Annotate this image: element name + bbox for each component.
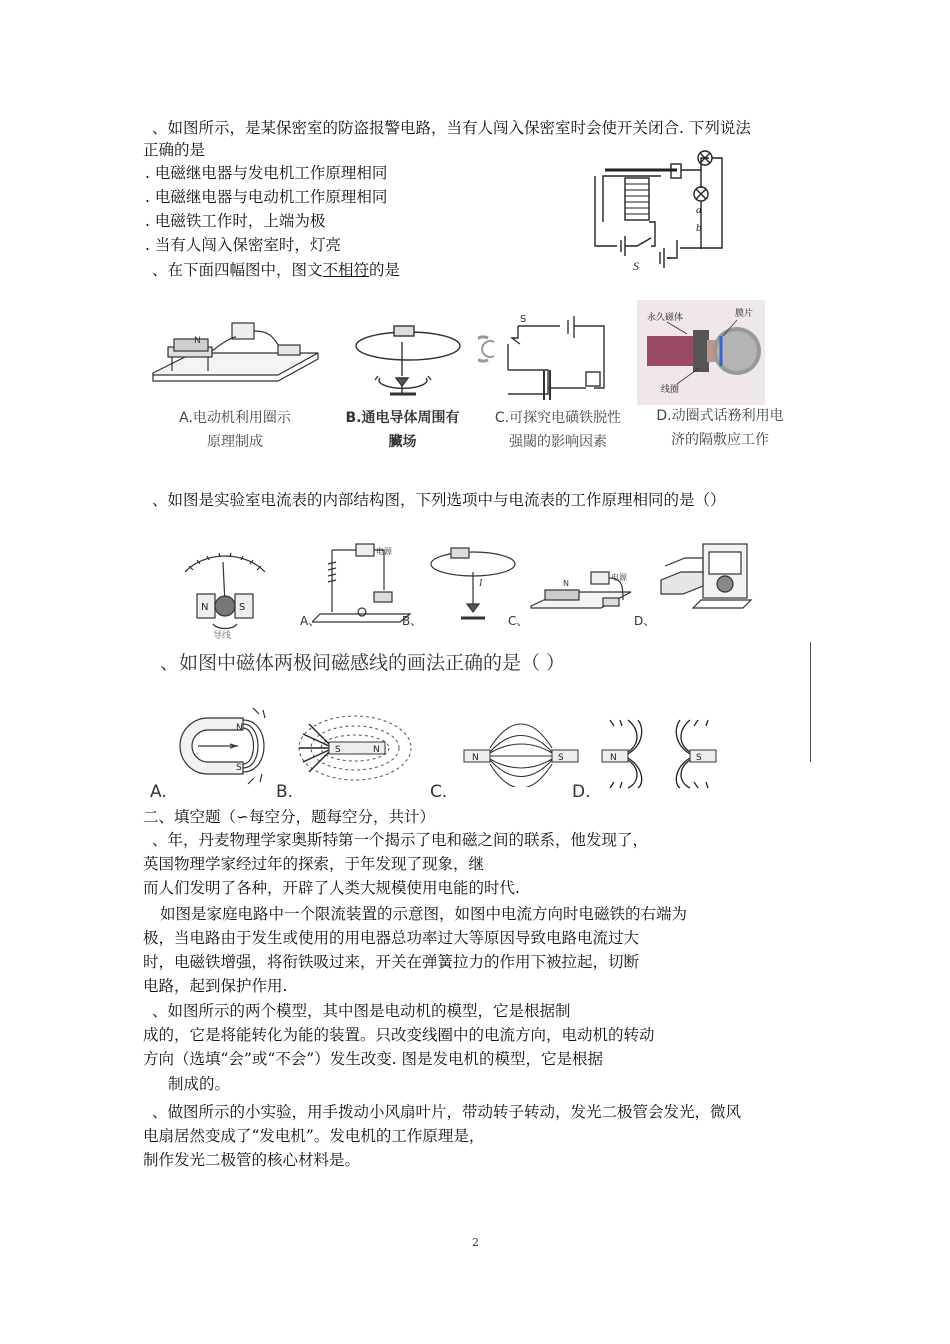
q3-option-a-figure xyxy=(312,540,412,625)
q4-label-b: B. xyxy=(276,782,294,802)
q2-caption-a xyxy=(160,406,310,454)
q3-fig-a-label-power: 电源 xyxy=(376,547,392,556)
s2-p4-line1: 、做图所示的小实验，用手拨动小风扇叶片，带动转子转动，发光二极管会发光，微风 xyxy=(152,1103,742,1121)
q4-label-a: A. xyxy=(150,782,167,802)
q4-label-c: C. xyxy=(430,782,448,802)
q2-stem xyxy=(152,259,400,281)
q4-option-d-opposite-poles xyxy=(600,718,718,790)
q3-label-b: B、 xyxy=(402,614,423,628)
q1-fig-label-s: S xyxy=(633,259,639,273)
s2-p1-line1: 、年，丹麦物理学家奥斯特第一个揭示了电和磁之间的联系，他发现了， xyxy=(152,831,649,849)
q3-label-c: C、 xyxy=(508,614,529,628)
q2-stem-before: 、在下面四幅图中，图文 xyxy=(152,261,323,279)
q2-caption-b-line1: B.通电导体周围有 xyxy=(345,410,460,426)
s2-p3-line4: 制成的。 xyxy=(168,1075,231,1093)
q3-fig-c-label-power: 电源 xyxy=(611,573,627,582)
q3-ammeter-structure-figure xyxy=(175,540,275,640)
q2-caption-a-line2: 原理制成 xyxy=(207,434,263,450)
q1-option-a: . 电磁继电器与发电机工作原理相同 xyxy=(145,164,388,182)
q2-caption-b xyxy=(335,406,470,454)
q2-caption-c-line1: C.可探究电磺铁脱性 xyxy=(494,410,622,426)
q1-option-c: . 电磁铁工作时，上端为极 xyxy=(145,212,326,230)
q2-caption-a-line1: A.电动机利用圈示 xyxy=(179,410,291,426)
q4-option-c-opposite-poles xyxy=(462,722,580,787)
q1-alarm-circuit-figure xyxy=(585,148,730,273)
q3-fig-label-n: N xyxy=(201,602,209,613)
q2-figure-b-conductor-field-illustration xyxy=(348,318,473,408)
s2-p1-line2: 英国物理学家经过年的探索，于年发现了现象，继 xyxy=(143,855,485,873)
q3-label-a: A、 xyxy=(300,614,321,628)
s2-p3-line1: 、如图所示的两个模型，其中图是电动机的模型，它是根据制 xyxy=(152,1002,571,1020)
q4-label-d: D. xyxy=(572,782,591,802)
q4-fig-d-label-n: N xyxy=(610,753,617,763)
q4-fig-d-label-s: S xyxy=(696,753,702,763)
q4-option-a-horseshoe-magnet xyxy=(168,700,278,790)
q4-fig-c-label-s: S xyxy=(558,753,564,763)
q4-fig-b-label-s: S xyxy=(335,745,341,755)
s2-p4-line3: 制作发光二极管的核心材料是。 xyxy=(143,1151,361,1169)
q2-caption-c-line2: 强閾的影响因素 xyxy=(509,434,607,450)
q1-option-b: . 电磁继电器与电动机工作原理相同 xyxy=(145,188,388,206)
q1-fig-label-b: b xyxy=(696,222,702,234)
q3-option-b-figure xyxy=(425,542,525,622)
page-number: 2 xyxy=(472,1236,479,1249)
q4-fig-c-label-n: N xyxy=(472,753,479,763)
q1-option-d: . 当有人闯入保密室时，灯亮 xyxy=(145,236,341,254)
s2-p3-line3: 方向（选填“会”或“不会”）发生改变. 图是发电机的模型，它是根据 xyxy=(143,1050,604,1068)
q2-figure-a-motor-illustration xyxy=(148,315,323,400)
q4-fig-b-label-n: N xyxy=(373,745,380,755)
q3-stem: 、如图是实验室电流表的内部结构图，下列选项中与电流表的工作原理相同的是（） xyxy=(152,491,726,509)
q4-option-b-bar-magnet xyxy=(295,712,415,787)
q2-caption-d-line2: 济的隔敷应工作 xyxy=(671,432,769,448)
q2-fig-a-label-n: N xyxy=(194,336,201,346)
q3-label-d: D、 xyxy=(634,614,656,628)
q2-stem-after: 的是 xyxy=(369,261,401,279)
q3-option-c-figure xyxy=(527,566,632,626)
s2-p3-line2: 成的，它是将能转化为能的装置。只改变线圈中的电流方向，电动机的转动 xyxy=(143,1026,655,1044)
q2-figure-d-microphone-illustration xyxy=(637,300,765,405)
q2-caption-c xyxy=(478,406,638,454)
s2-p1-line3: 而人们发明了各种，开辟了人类大规模使用电能的时代. xyxy=(143,879,520,897)
s2-p4-line2: 电扇居然变成了“发电机”。发电机的工作原理是， xyxy=(143,1127,485,1145)
q3-fig-label-wire: 导线 xyxy=(213,631,232,640)
q1-fig-label-a: a xyxy=(696,204,702,216)
q1-stem-line2: 正确的是 xyxy=(143,141,206,159)
s2-p2-line4: 电路，起到保护作用. xyxy=(143,977,288,995)
q4-fig-a-label-n: N xyxy=(236,723,243,733)
q2-stem-underlined: 不相符 xyxy=(322,261,370,279)
q2-fig-d-label-coil: 线圈 xyxy=(661,385,680,395)
q2-caption-d xyxy=(640,404,800,452)
q2-figure-c-electromagnet-circuit xyxy=(478,310,623,405)
s2-p2-line1: 如图是家庭电路中一个限流装置的示意图，如图中电流方向时电磁铁的右端为 xyxy=(160,905,688,923)
q2-fig-d-label-film: 膜片 xyxy=(735,309,754,319)
q3-fig-b-label-i: I xyxy=(479,578,483,589)
q2-fig-c-label-s: S xyxy=(520,314,527,325)
q4-stem: 、如图中磁体两极间磁感线的画法正确的是（ ） xyxy=(160,652,566,674)
q1-stem-line1: 、如图所示，是某保密室的防盗报警电路，当有人闯入保密室时会使开关闭合. 下列说法 xyxy=(152,119,751,137)
s2-p2-line2: 极，当电路由于发生或使用的用电器总功率过大等原因导致电路电流过大 xyxy=(143,929,640,947)
q2-fig-d-label-magnet: 永久磁体 xyxy=(647,313,684,323)
q2-caption-b-line2: 臟场 xyxy=(388,434,417,450)
q4-fig-a-label-s: S xyxy=(236,763,242,773)
q3-option-d-figure xyxy=(655,540,765,620)
q3-fig-c-label-n: N xyxy=(563,579,569,588)
q3-fig-label-s: S xyxy=(239,602,246,613)
section2-heading: 二、填空题（∽每空分，题每空分，共计） xyxy=(143,808,435,826)
s2-p2-line3: 时，电磁铁增强，将衔铁吸过来，开关在弹簧拉力的作用下被拉起，切断 xyxy=(143,953,640,971)
q2-caption-d-line1: D.动圈式话務利用电 xyxy=(656,408,784,424)
margin-rule xyxy=(810,642,811,762)
